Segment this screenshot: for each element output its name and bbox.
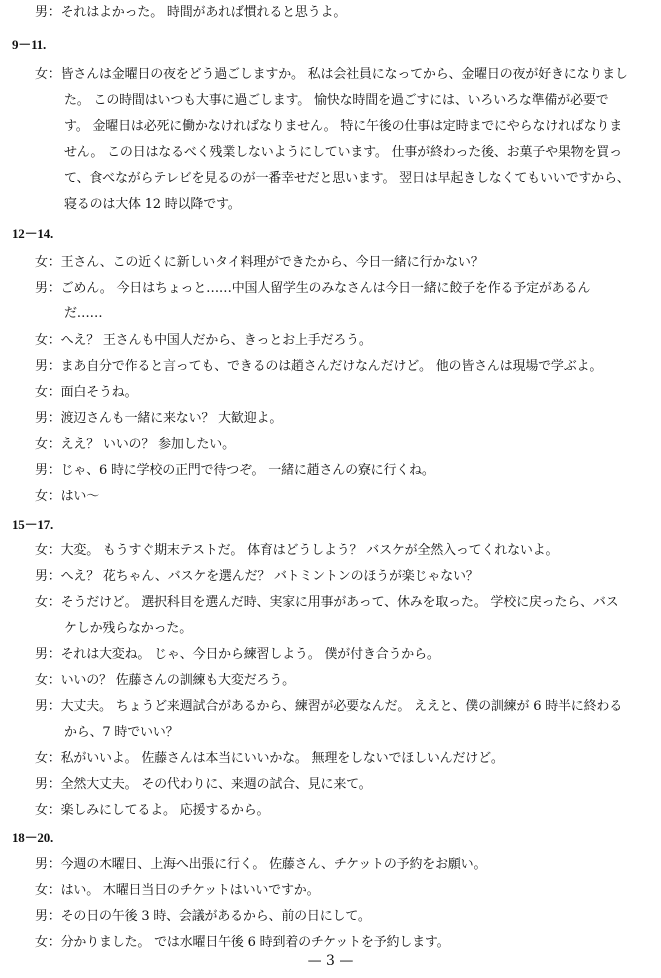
dialogue-continuation: す。 金曜日は必死に働かなければなりません。 特に午後の仕事は定時までにやらなければなりま [64,119,623,134]
dialogue-line: 男：それはよかった。 時間があれば慣れると思うよ。 [35,5,347,20]
dialogue-line: 女：いいの？ 佐藤さんの訓練も大変だろう。 [35,673,295,688]
dialogue-continuation: から、7 時でいい？ [64,725,179,740]
dialogue-line: 男：渡辺さんも一緒に来ない？ 大歓迎よ。 [35,411,283,426]
dialogue-line: 女：私がいいよ。 佐藤さんは本当にいいかな。 無理をしないでほしいんだけど。 [35,751,504,766]
dialogue-line: 女：楽しみにしてるよ。 応援するから。 [35,803,270,818]
dialogue-line: 男：それは大変ね。 じゃ、今日から練習しよう。 僕が付き合うから。 [35,647,440,662]
dialogue-line: 女：王さん、この近くに新しいタイ料理ができたから、今日一緒に行かない？ [35,255,484,270]
dialogue-line: 女：はい。 木曜日当日のチケットはいいですか。 [35,883,320,898]
dialogue-line: 女：分かりました。 では水曜日午後 6 時到着のチケットを予約します。 [35,935,450,950]
dialogue-continuation: た。 この時間はいつも大事に過ごします。 愉快な時間を過ごすには、いろいろな準備が必要で [64,93,609,108]
dialogue-line: 男：じゃ、6 時に学校の正門で待つぞ。 一緒に趙さんの寮に行くね。 [35,463,435,478]
dialogue-line: 男：へえ？ 花ちゃん、バスケを選んだ？ バトミントンのほうが楽じゃない？ [35,569,479,584]
dialogue-continuation: だ…… [64,306,103,321]
dialogue-continuation: 寝るのは大体 12 時以降です。 [64,197,241,212]
question-number: 9－11. [12,37,47,52]
page-number: — 3 — [307,953,354,969]
dialogue-line: 男：まあ自分で作ると言っても、できるのは趙さんだけなんだけど。 他の皆さんは現場で学ぶよ。 [35,359,603,374]
dialogue-line: 男：大丈夫。 ちょうど来週試合があるから、練習が必要なんだ。 ええと、僕の訓練が 6 時半に終わる [35,699,623,714]
dialogue-line: 男：その日の午後 3 時、会議があるから、前の日にして。 [35,909,371,924]
dialogue-line: 女：そうだけど。 選択科目を選んだ時、実家に用事があって、休みを取った。 学校に戻ったら、バス [35,595,619,610]
dialogue-line: 女：へえ？ 王さんも中国人だから、きっとお上手だろう。 [35,333,372,348]
question-number: 15－17. [12,517,54,532]
dialogue-line: 女：ええ？ いいの？ 参加したい。 [35,437,235,452]
dialogue-line: 男：全然大丈夫。 その代わりに、来週の試合、見に来て。 [35,777,372,792]
dialogue-continuation: せん。 この日はなるべく残業しないようにしています。 仕事が終わった後、お菓子や果物を買っ [64,145,622,160]
dialogue-continuation: て、食べながらテレビを見るのが一番幸せだと思います。 翌日は早起きしなくてもいいですから、 [64,171,630,186]
dialogue-line: 女：はい～ [35,489,100,504]
question-number: 18－20. [12,830,54,845]
dialogue-line: 女：面白そうね。 [35,385,138,400]
dialogue-line: 女：皆さんは金曜日の夜をどう過ごしますか。 私は会社員になってから、金曜日の夜が好きになりまし [35,67,628,82]
dialogue-line: 女：大変。 もうすぐ期末テストだ。 体育はどうしよう？ バスケが全然入ってくれないよ。 [35,543,559,558]
dialogue-continuation: ケしか残らなかった。 [64,621,193,636]
dialogue-line: 男：ごめん。 今日はちょっと……中国人留学生のみなさんは今日一緒に餃子を作る予定があるん [35,281,591,296]
dialogue-line: 男：今週の木曜日、上海へ出張に行く。 佐藤さん、チケットの予約をお願い。 [35,857,487,872]
question-number: 12－14. [12,226,54,241]
